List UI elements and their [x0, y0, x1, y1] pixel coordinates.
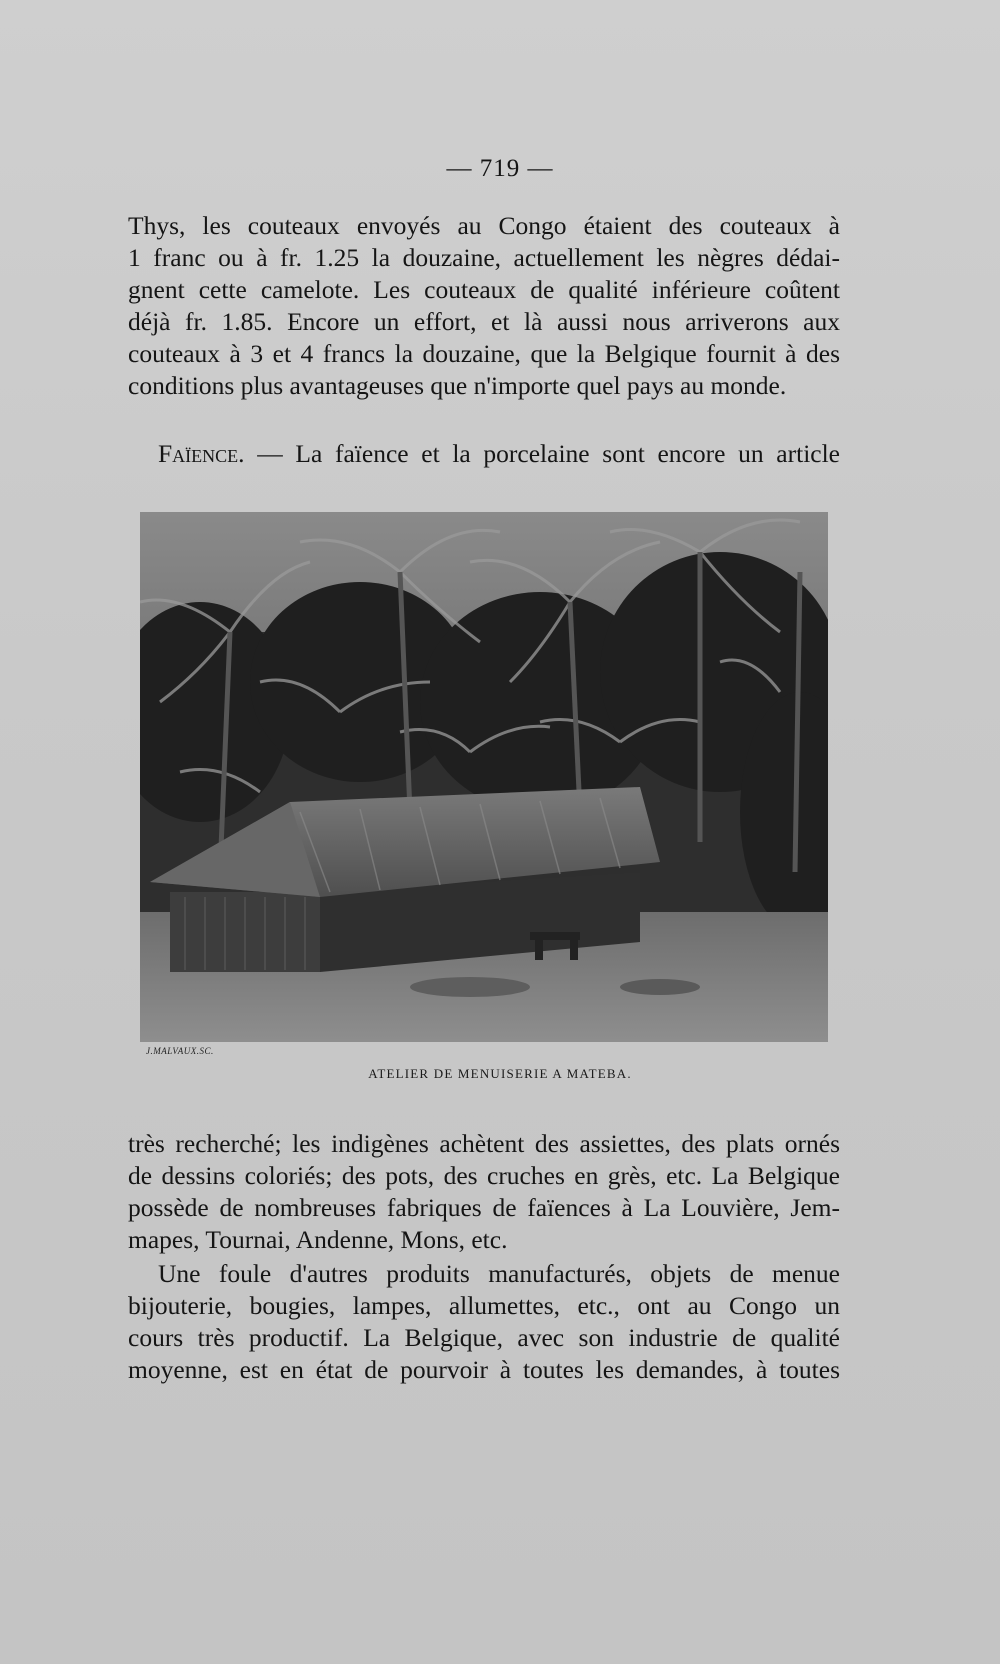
text-line: moyenne, est en état de pourvoir à toutes les demandes, à toutes	[128, 1355, 840, 1384]
text-line: couteaux à 3 et 4 francs la douzaine, que la Belgique fournit à des	[128, 339, 840, 368]
faience-intro-text: — La faïence et la porcelaine sont encore un article	[244, 439, 840, 468]
text-line: mapes, Tournai, Andenne, Mons, etc.	[128, 1225, 508, 1254]
text-line: bijouterie, bougies, lampes, allumettes, etc., ont au Congo un	[128, 1291, 840, 1320]
text-line	[128, 438, 840, 470]
text-line: possède de nombreuses fabriques de faïences à La Louvière, Jem-	[128, 1193, 840, 1222]
text-line: Thys, les couteaux envoyés au Congo étaient des couteaux à	[128, 211, 840, 240]
text-line: gnent cette camelote. Les couteaux de qualité inférieure coûtent	[128, 275, 840, 304]
photograph-carpentry-workshop	[140, 512, 828, 1042]
text-line: très recherché; les indigènes achètent des assiettes, des plats ornés	[128, 1129, 840, 1158]
text-line: Une foule d'autres produits manufacturés, objets de menue	[158, 1259, 840, 1288]
engraver-signature: J.MALVAUX.SC.	[146, 1046, 214, 1056]
text-line: de dessins coloriés; des pots, des cruches en grès, etc. La Belgique	[128, 1161, 840, 1190]
text-line: cours très productif. La Belgique, avec son industrie de qualité	[128, 1323, 840, 1352]
text-line: 1 franc ou à fr. 1.25 la douzaine, actuellement les nègres dédai-	[128, 243, 840, 272]
figure-caption: ATELIER DE MENUISERIE A MATEBA.	[368, 1066, 632, 1081]
text-line: déjà fr. 1.85. Encore un effort, et là aussi nous arriverons aux	[128, 307, 840, 336]
paragraph-faience-continued	[128, 1128, 840, 1256]
paragraph-knives	[128, 210, 840, 402]
section-heading-faience: Faïence.	[158, 439, 245, 468]
page-number: — 719 —	[446, 155, 554, 182]
paragraph-other-products	[128, 1258, 840, 1386]
text-line: conditions plus avantageuses que n'importe quel pays au monde.	[128, 371, 787, 400]
paragraph-faience	[128, 438, 840, 470]
